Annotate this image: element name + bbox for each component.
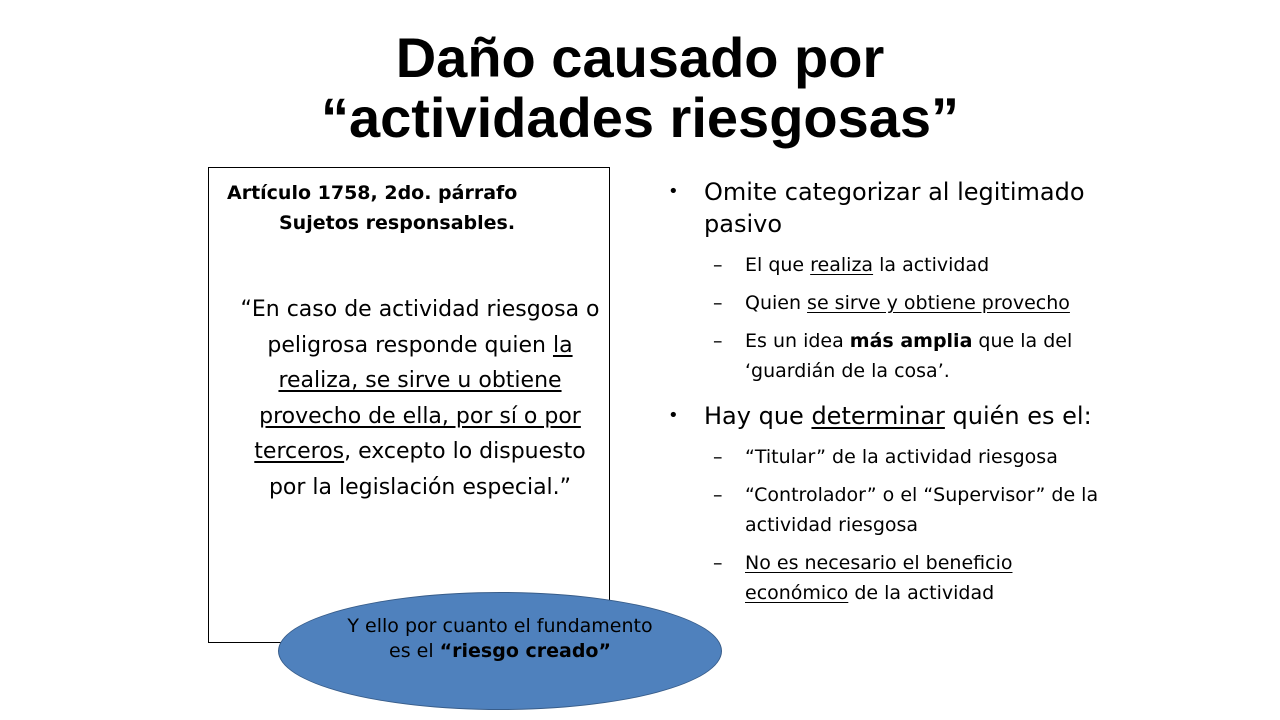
sub-text-underlined: No es necesario el beneficio económico [745, 552, 1013, 604]
dash-glyph: – [713, 484, 723, 506]
bullet-dot: • [668, 405, 679, 426]
bullet-1-text: Omite categorizar al legitimado pasivo [704, 178, 1085, 238]
sub-bullet [668, 288, 1108, 318]
sub-bullet [668, 548, 1108, 608]
bullet-2 [668, 400, 1108, 432]
bullet-2-text: Hay que [704, 402, 812, 430]
sub-bullet [668, 250, 1108, 280]
sub-bullet [668, 480, 1108, 540]
article-heading [227, 178, 607, 238]
dash-glyph: – [713, 552, 723, 574]
sub-text-bold: más amplia [849, 330, 973, 352]
bullet-2-underlined: determinar [811, 402, 945, 430]
sub-text-underlined: se sirve y obtiene provecho [807, 292, 1070, 314]
sub-text: Es un idea [745, 330, 850, 352]
risk-callout-text [338, 614, 662, 664]
sub-text: de la actividad [848, 582, 995, 604]
quote-part-underlined: la realiza, se sirve u obtiene provecho de ella, por sí o por terceros [254, 332, 581, 465]
sub-text-underlined: realiza [810, 254, 874, 276]
sub-text: “Titular” de la actividad riesgosa [745, 446, 1058, 468]
bullet-2-text: quién es el: [944, 402, 1092, 430]
dash-glyph: – [713, 446, 723, 468]
article-box [208, 167, 610, 643]
dash-glyph: – [713, 330, 723, 352]
quote-part-3: , excepto lo dispuesto por la legislación especial.” [268, 439, 586, 500]
sub-text: “Controlador” o el “Supervisor” de la actividad riesgosa [745, 484, 1099, 536]
article-heading-line-1: Artículo 1758, 2do. párrafo [227, 182, 518, 204]
article-heading-line-2: Sujetos responsables. [279, 212, 516, 234]
callout-text-bold: “riesgo creado” [439, 640, 611, 662]
sub-text: Quien [745, 292, 808, 314]
article-quote [237, 292, 603, 506]
callout-text: Y ello por cuanto el fundamento es el [347, 615, 653, 662]
quote-part-1: “En caso de actividad riesgosa o peligrosa responde quien [240, 297, 600, 358]
sub-bullet [668, 442, 1108, 472]
dash-glyph: – [713, 254, 723, 276]
sub-text: El que [745, 254, 811, 276]
sub-text: la actividad [873, 254, 990, 276]
title-line-1: Daño causado por [395, 26, 885, 89]
bullet-list [668, 176, 1108, 616]
bullet-1 [668, 176, 1108, 240]
title-line-2: “actividades riesgosas” [320, 86, 960, 149]
sub-bullet [668, 326, 1108, 386]
dash-glyph: – [713, 292, 723, 314]
sub-text: que la del ‘guardián de la cosa’. [745, 330, 1073, 382]
bullet-dot: • [668, 181, 679, 202]
slide-title [0, 28, 1280, 148]
